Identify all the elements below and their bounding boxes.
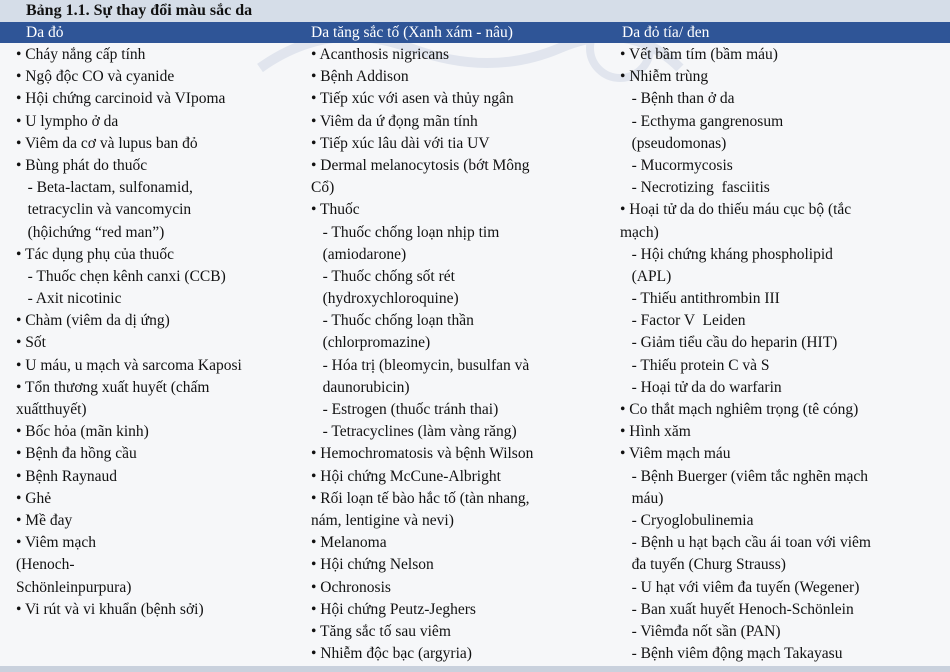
list-item: • Hemochromatosis và bệnh Wilson xyxy=(311,445,534,463)
list-item: • Nhiễm độc bạc (argyria) xyxy=(311,645,472,663)
list-item: • Vi rút và vi khuẩn (bệnh sởi) xyxy=(16,600,204,618)
list-item: • Tăng sắc tố sau viêm xyxy=(311,622,451,640)
list-item: • Viêm da ứ đọng mãn tính xyxy=(311,112,478,130)
list-item: đa tuyến (Churg Strauss) xyxy=(620,556,786,574)
list-item: • Tác dụng phụ của thuốc xyxy=(16,245,174,263)
list-item: - Ecthyma gangrenosum xyxy=(620,112,784,130)
list-item: (chlorpromazine) xyxy=(311,334,431,352)
column-header-red-skin: Da đỏ xyxy=(26,24,64,41)
list-item: - Cryoglobulinemia xyxy=(620,511,754,529)
list-item: - Thuốc chống loạn thần xyxy=(311,312,474,330)
list-item: • Tiếp xúc lâu dài với tia UV xyxy=(311,134,490,152)
list-item: - Bệnh Buerger (viêm tắc nghẽn mạch xyxy=(620,467,869,485)
column-header-hyperpigmentation: Da tăng sắc tố (Xanh xám - nâu) xyxy=(311,24,513,41)
list-item: - U hạt với viêm đa tuyến (Wegener) xyxy=(620,578,860,596)
list-item: • Bệnh Addison xyxy=(311,68,409,86)
list-item: • U máu, u mạch và sarcoma Kaposi xyxy=(16,356,242,374)
list-item: (hydroxychloroquine) xyxy=(311,290,459,308)
list-item: • Bùng phát do thuốc xyxy=(16,156,148,174)
list-item: • Hội chứng Nelson xyxy=(311,556,434,574)
list-item: • Melanoma xyxy=(311,534,387,552)
list-item: - Mucormycosis xyxy=(620,156,733,174)
list-item: (Henoch- xyxy=(16,556,75,574)
list-item: - Axit nicotinic xyxy=(16,290,122,308)
list-item: xuấtthuyết) xyxy=(16,401,87,418)
list-item: - Hội chứng kháng phospholipid xyxy=(620,245,833,263)
list-item: • Viêm mạch máu xyxy=(620,445,731,463)
list-item: - Thuốc chống loạn nhịp tim xyxy=(311,223,500,241)
list-item: - Necrotizing fasciitis xyxy=(620,179,770,197)
list-item: • Viêm da cơ và lupus ban đỏ xyxy=(16,134,198,152)
list-item: • Viêm mạch xyxy=(16,534,96,552)
list-item: • Hội chứng McCune-Albright xyxy=(311,467,501,485)
list-item: - Giảm tiểu cầu do heparin (HIT) xyxy=(620,334,838,352)
list-item: • Ghẻ xyxy=(16,489,52,507)
list-item: • Ochronosis xyxy=(311,578,391,596)
list-item: • U lympho ở da xyxy=(16,112,119,130)
list-item: nám, lentigine và nevi) xyxy=(311,511,454,529)
list-item: - Ban xuất huyết Henoch-Schönlein xyxy=(620,600,854,618)
list-item: (hộichứng “red man”) xyxy=(16,223,165,241)
list-item: - Bệnh viêm động mạch Takayasu xyxy=(620,645,843,663)
list-item: • Ngộ độc CO và cyanide xyxy=(16,68,175,86)
list-item: • Nhiễm trùng xyxy=(620,68,709,86)
list-item: • Sốt xyxy=(16,334,46,352)
column-hyperpigmentation xyxy=(311,44,611,665)
list-item: mạch) xyxy=(620,223,659,241)
list-item: Cổ) xyxy=(311,179,335,197)
list-item: - Hoại tử da do warfarin xyxy=(620,378,782,396)
column-purple-black-skin xyxy=(620,44,942,665)
list-item: • Acanthosis nigricans xyxy=(311,46,450,63)
table-header-row xyxy=(0,22,950,43)
table-bottom-border xyxy=(0,666,950,672)
list-item: • Cháy nắng cấp tính xyxy=(16,46,146,63)
list-item: • Hoại tử da do thiếu máu cục bộ (tắc xyxy=(620,201,852,219)
list-item: máu) xyxy=(620,489,664,507)
list-item: • Hội chứng Peutz-Jeghers xyxy=(311,600,476,618)
list-item: Schönleinpurpura) xyxy=(16,578,132,596)
list-item: • Bệnh Raynaud xyxy=(16,467,117,485)
column-red-skin xyxy=(16,44,308,621)
list-item: - Factor V Leiden xyxy=(620,312,746,330)
list-item: • Rối loạn tế bào hắc tố (tàn nhang, xyxy=(311,489,530,507)
list-item: - Thiếu protein C và S xyxy=(620,356,770,374)
list-item: - Thiếu antithrombin III xyxy=(620,290,780,308)
list-item: - Hóa trị (bleomycin, busulfan và xyxy=(311,356,530,374)
list-item: • Bốc hỏa (mãn kinh) xyxy=(16,423,149,441)
list-item: (APL) xyxy=(620,267,672,285)
list-item: daunorubicin) xyxy=(311,378,410,396)
list-item: - Thuốc chẹn kênh canxi (CCB) xyxy=(16,267,226,285)
list-item: • Tổn thương xuất huyết (chấm xyxy=(16,378,210,396)
column-header-purple-black-skin: Da đỏ tía/ đen xyxy=(622,24,710,41)
list-item: - Estrogen (thuốc tránh thai) xyxy=(311,401,499,418)
list-item: • Bệnh đa hồng cầu xyxy=(16,445,137,463)
list-item: • Thuốc xyxy=(311,201,360,219)
list-item: tetracyclin và vancomycin xyxy=(16,201,192,219)
list-item: • Hình xăm xyxy=(620,423,691,441)
list-item: • Chàm (viêm da dị ứng) xyxy=(16,312,170,330)
list-item: - Bệnh u hạt bạch cầu ái toan với viêm xyxy=(620,534,871,552)
list-item: - Beta-lactam, sulfonamid, xyxy=(16,179,193,197)
table-title: Bảng 1.1. Sự thay đổi màu sắc da xyxy=(0,0,950,22)
list-item: • Co thắt mạch nghiêm trọng (tê cóng) xyxy=(620,401,859,418)
list-item: • Hội chứng carcinoid và VIpoma xyxy=(16,90,226,108)
list-item: (amiodarone) xyxy=(311,245,407,263)
list-item: - Viêmđa nốt sần (PAN) xyxy=(620,622,781,640)
list-item: - Tetracyclines (làm vàng răng) xyxy=(311,423,517,441)
list-item: - Bệnh than ở da xyxy=(620,90,735,108)
list-item: (pseudomonas) xyxy=(620,134,727,152)
list-item: • Dermal melanocytosis (bớt Mông xyxy=(311,156,530,174)
list-item: • Vết bầm tím (bầm máu) xyxy=(620,46,778,63)
list-item: • Mề đay xyxy=(16,511,73,529)
list-item: - Thuốc chống sốt rét xyxy=(311,267,455,285)
list-item: • Tiếp xúc với asen và thủy ngân xyxy=(311,90,514,108)
